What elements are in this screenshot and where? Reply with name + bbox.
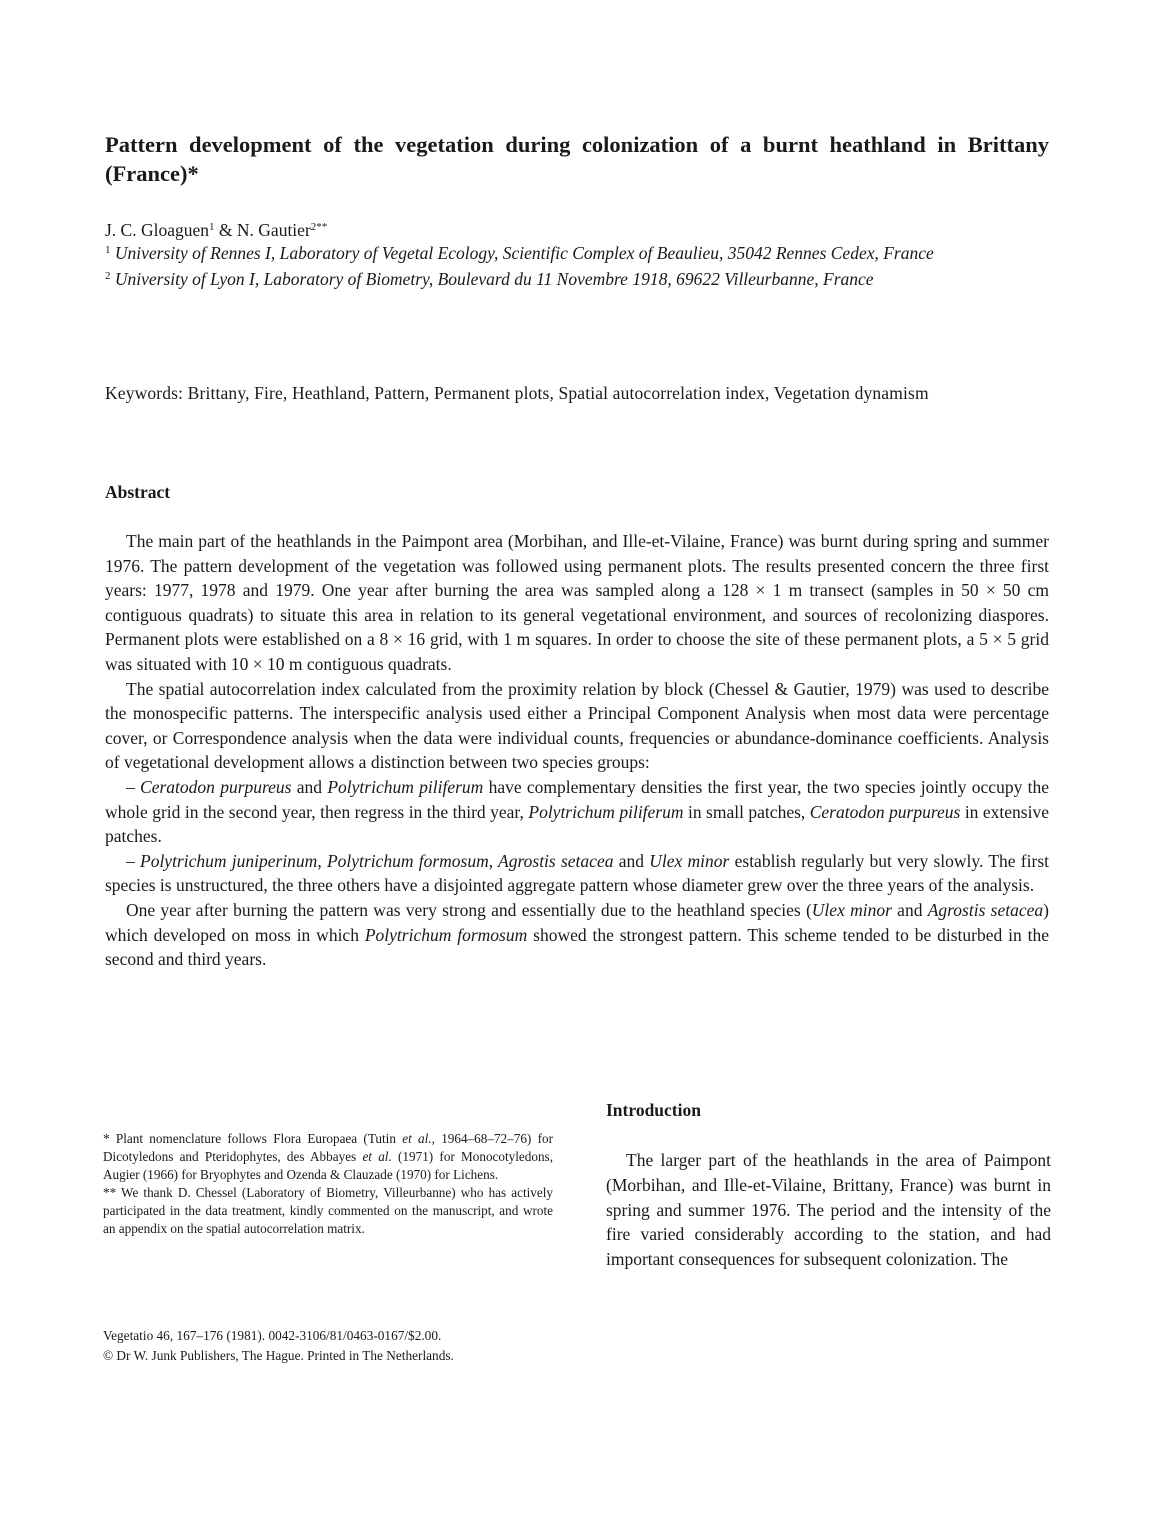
abstract-heading: Abstract (105, 482, 171, 502)
footnotes (103, 1130, 553, 1238)
affiliation-item (105, 267, 1049, 292)
abstract-paragraph: The spatial autocorrelation index calculated from the proximity relation by block (Chessel & Gautier, 1979) was used to describe the monospecific patterns. The interspecific analysis used either a Principal Component Analysis when most data were percentage cover, or Correspondence analysis when the data were individual counts, frequencies or abundance-dominance coefficients. Analysis of vegetational development allows a distinction between two species groups: (105, 678, 1049, 773)
paper-title: Pattern development of the vegetation during colonization of a burnt heathland in Brittany (France)* (105, 132, 1049, 186)
author-separator: & (214, 220, 237, 240)
affiliation-text: University of Lyon I, Laboratory of Biometry, Boulevard du 11 Novembre 1918, 69622 Villeurbanne, France (114, 268, 874, 289)
affiliation-item (105, 241, 1049, 266)
affiliations (105, 241, 1049, 292)
keywords: Keywords: Brittany, Fire, Heathland, Pattern, Permanent plots, Spatial autocorrelation index, Vegetation dynamism (105, 383, 929, 403)
author-affiliation-mark: 1 (209, 221, 215, 233)
abstract-paragraph: – Polytrichum juniperinum, Polytrichum formosum, Agrostis setacea and Ulex minor establish regularly but very slowly. The first species is unstructured, the three others have a disjointed aggregate pattern whose diameter grew over the three years of the analysis. (105, 850, 1049, 896)
species-name: Polytrichum formosum (364, 924, 528, 945)
affiliation-number: 2 (105, 269, 111, 282)
author-affiliation-mark: 2** (310, 221, 328, 233)
introduction-paragraph: The larger part of the heathlands in the area of Paimpont (Morbihan, and Ille-et-Vilaine, Brittany, France) was burnt in spring and summer 1976. The period and the intensity of the fire varied considerably according to the station, and had important consequences for subsequent colonization. The (606, 1150, 1051, 1270)
journal-citation (103, 1326, 583, 1366)
abstract-paragraph: – Ceratodon purpureus and Polytrichum piliferum have complementary densities the first year, the two species jointly occupy the whole grid in the second year, then regress in the third year, Polytrichum piliferum in small patches, Ceratodon purpureus in extensive patches. (105, 776, 1049, 847)
footnote: ** We thank D. Chessel (Laboratory of Biometry, Villeurbanne) who has actively participated in the data treatment, kindly commented on the manuscript, and wrote an appendix on the spatial autocorrelation matrix. (103, 1185, 553, 1236)
copyright-line: © Dr W. Junk Publishers, The Hague. Printed in The Netherlands. (103, 1348, 454, 1363)
species-name: – Polytrichum juniperinum, Polytrichum formosum, Agrostis setacea (126, 850, 614, 871)
species-name: Ceratodon purpureus (809, 801, 961, 822)
abstract-paragraph: One year after burning the pattern was very strong and essentially due to the heathland species (Ulex minor and Agrostis setacea) which developed on moss in which Polytrichum formosum showed the strongest pattern. This scheme tended to be disturbed in the second and third years. (105, 899, 1049, 970)
abstract-paragraph: The main part of the heathlands in the Paimpont area (Morbihan, and Ille-et-Vilaine, France) was burnt during spring and summer 1976. The pattern development of the vegetation was followed using permanent plots. The results presented concern the three first years: 1977, 1978 and 1979. One year after burning the area was sampled along a 128 × 1 m transect (samples in 50 × 50 cm contiguous quadrats) to situate this area in relation to its general vegetational environment, and sources of recolonizing diaspores. Permanent plots were established on a 8 × 16 grid, with 1 m squares. In order to choose the site of these permanent plots, a 5 × 5 grid was situated with 10 × 10 m contiguous quadrats. (105, 531, 1049, 674)
species-name: Agrostis setacea (927, 899, 1044, 920)
species-name: Ulex minor (649, 850, 730, 871)
author-name: N. Gautier (236, 220, 311, 240)
author-name: J. C. Gloaguen (105, 220, 210, 240)
affiliation-text: University of Rennes I, Laboratory of Vegetal Ecology, Scientific Complex of Beaulieu, 35042 Rennes Cedex, France (114, 243, 934, 263)
abstract-body (105, 529, 1049, 972)
species-name: Ceratodon purpureus (140, 776, 292, 797)
footnote: * Plant nomenclature follows Flora Europaea (Tutin et al., 1964–68–72–76) for Dicotyledons and Pteridophytes, des Abbayes et al. (1971) for Monocotyledons, Augier (1966) for Bryophytes and Ozenda & Clauzade (1970) for Lichens. (103, 1131, 553, 1182)
species-name: Ulex minor (811, 899, 892, 920)
species-name: Polytrichum piliferum (327, 776, 484, 797)
introduction-heading: Introduction (606, 1100, 701, 1120)
citation-line: Vegetatio 46, 167–176 (1981). 0042-3106/81/0463-0167/$2.00. (103, 1328, 442, 1343)
species-name: Polytrichum piliferum (528, 801, 684, 822)
author-line (105, 218, 327, 242)
affiliation-number: 1 (105, 244, 111, 256)
